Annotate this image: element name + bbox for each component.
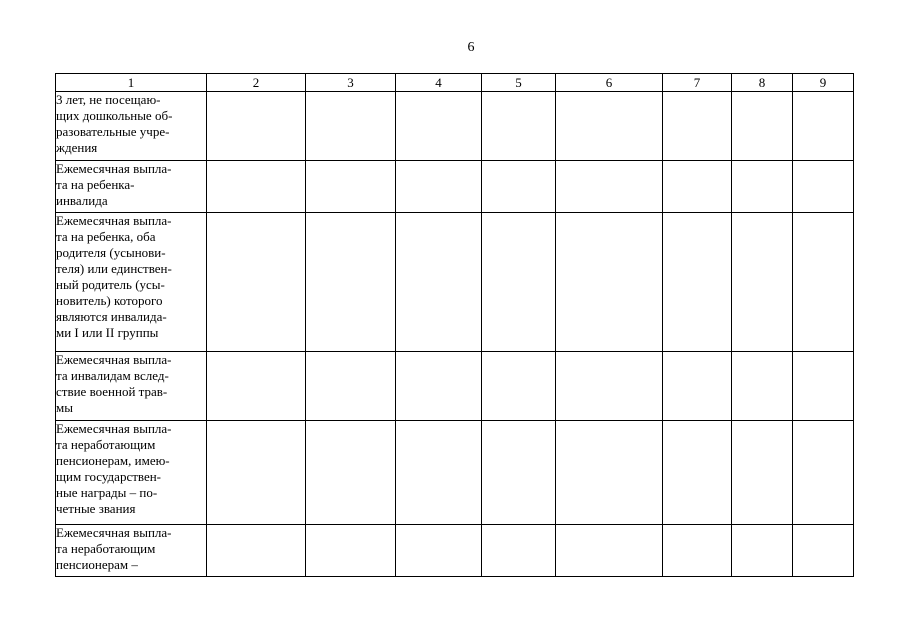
- column-header-8: 8: [732, 74, 793, 92]
- row-label-line: родителя (усынови-: [56, 245, 166, 260]
- empty-cell: [207, 525, 306, 577]
- empty-cell: [663, 213, 732, 352]
- empty-cell: [793, 352, 854, 421]
- table-row: [56, 161, 854, 213]
- row-label-line: мы: [56, 400, 73, 415]
- empty-cell: [732, 161, 793, 213]
- empty-cell: [732, 213, 793, 352]
- column-header-5: 5: [482, 74, 556, 92]
- row-label-line: Ежемесячная выпла-: [56, 213, 172, 228]
- page-number: 6: [467, 40, 475, 55]
- row-label-line: пенсионерам, имею-: [56, 453, 170, 468]
- empty-cell: [207, 92, 306, 161]
- empty-cell: [207, 213, 306, 352]
- empty-cell: [482, 421, 556, 525]
- empty-cell: [306, 352, 396, 421]
- table-row: [56, 352, 854, 421]
- empty-cell: [556, 525, 663, 577]
- empty-cell: [396, 525, 482, 577]
- empty-cell: [482, 92, 556, 161]
- row-label-line: теля) или единствен-: [56, 261, 172, 276]
- row-label-line: щих дошкольные об-: [56, 108, 173, 123]
- empty-cell: [663, 92, 732, 161]
- column-header-2: 2: [207, 74, 306, 92]
- empty-cell: [556, 421, 663, 525]
- column-header-1: 1: [56, 74, 207, 92]
- empty-cell: [663, 352, 732, 421]
- row-label-cell: [56, 161, 207, 213]
- empty-cell: [482, 213, 556, 352]
- empty-cell: [306, 161, 396, 213]
- empty-cell: [663, 421, 732, 525]
- row-label-cell: [56, 92, 207, 161]
- empty-cell: [663, 525, 732, 577]
- row-label-line: та неработающим: [56, 437, 156, 452]
- empty-cell: [306, 421, 396, 525]
- row-label-line: Ежемесячная выпла-: [56, 352, 172, 367]
- row-label-line: новитель) которого: [56, 293, 163, 308]
- row-label-cell: [56, 421, 207, 525]
- empty-cell: [396, 213, 482, 352]
- row-label-line: Ежемесячная выпла-: [56, 525, 172, 540]
- empty-cell: [732, 421, 793, 525]
- table-row: [56, 213, 854, 352]
- row-label-line: разовательные учре-: [56, 124, 170, 139]
- row-label-line: ный родитель (усы-: [56, 277, 165, 292]
- empty-cell: [396, 161, 482, 213]
- empty-cell: [732, 525, 793, 577]
- empty-cell: [306, 525, 396, 577]
- row-label-line: та инвалидам вслед-: [56, 368, 169, 383]
- row-label-line: являются инвалида-: [56, 309, 167, 324]
- empty-cell: [306, 92, 396, 161]
- empty-cell: [793, 92, 854, 161]
- empty-cell: [556, 213, 663, 352]
- row-label-line: пенсионерам –: [56, 557, 138, 572]
- empty-cell: [793, 161, 854, 213]
- benefits-table: [55, 73, 854, 577]
- column-header-7: 7: [663, 74, 732, 92]
- row-label-line: четные звания: [56, 501, 136, 516]
- row-label-line: щим государствен-: [56, 469, 162, 484]
- row-label-cell: [56, 213, 207, 352]
- row-label-line: инвалида: [56, 193, 108, 208]
- empty-cell: [793, 525, 854, 577]
- table-row: [56, 92, 854, 161]
- empty-cell: [732, 92, 793, 161]
- empty-cell: [306, 213, 396, 352]
- column-number-row: [56, 74, 854, 92]
- empty-cell: [793, 421, 854, 525]
- row-label-line: та неработающим: [56, 541, 156, 556]
- empty-cell: [556, 352, 663, 421]
- row-label-line: 3 лет, не посещаю-: [56, 92, 161, 107]
- column-header-9: 9: [793, 74, 854, 92]
- empty-cell: [396, 421, 482, 525]
- empty-cell: [207, 161, 306, 213]
- row-label-line: ные награды – по-: [56, 485, 158, 500]
- empty-cell: [793, 213, 854, 352]
- empty-cell: [396, 92, 482, 161]
- row-label-cell: [56, 352, 207, 421]
- row-label-line: ждения: [56, 140, 98, 155]
- row-label-line: та на ребенка, оба: [56, 229, 156, 244]
- row-label-cell: [56, 525, 207, 577]
- row-label-line: та на ребенка-: [56, 177, 135, 192]
- empty-cell: [482, 161, 556, 213]
- empty-cell: [556, 92, 663, 161]
- row-label-line: Ежемесячная выпла-: [56, 161, 172, 176]
- empty-cell: [732, 352, 793, 421]
- empty-cell: [482, 525, 556, 577]
- empty-cell: [207, 352, 306, 421]
- empty-cell: [663, 161, 732, 213]
- empty-cell: [396, 352, 482, 421]
- row-label-line: Ежемесячная выпла-: [56, 421, 172, 436]
- row-label-line: ствие военной трав-: [56, 384, 168, 399]
- empty-cell: [207, 421, 306, 525]
- row-label-line: ми I или II группы: [56, 325, 159, 340]
- column-header-6: 6: [556, 74, 663, 92]
- column-header-4: 4: [396, 74, 482, 92]
- empty-cell: [482, 352, 556, 421]
- column-header-3: 3: [306, 74, 396, 92]
- table-row: [56, 421, 854, 525]
- empty-cell: [556, 161, 663, 213]
- table-row: [56, 525, 854, 577]
